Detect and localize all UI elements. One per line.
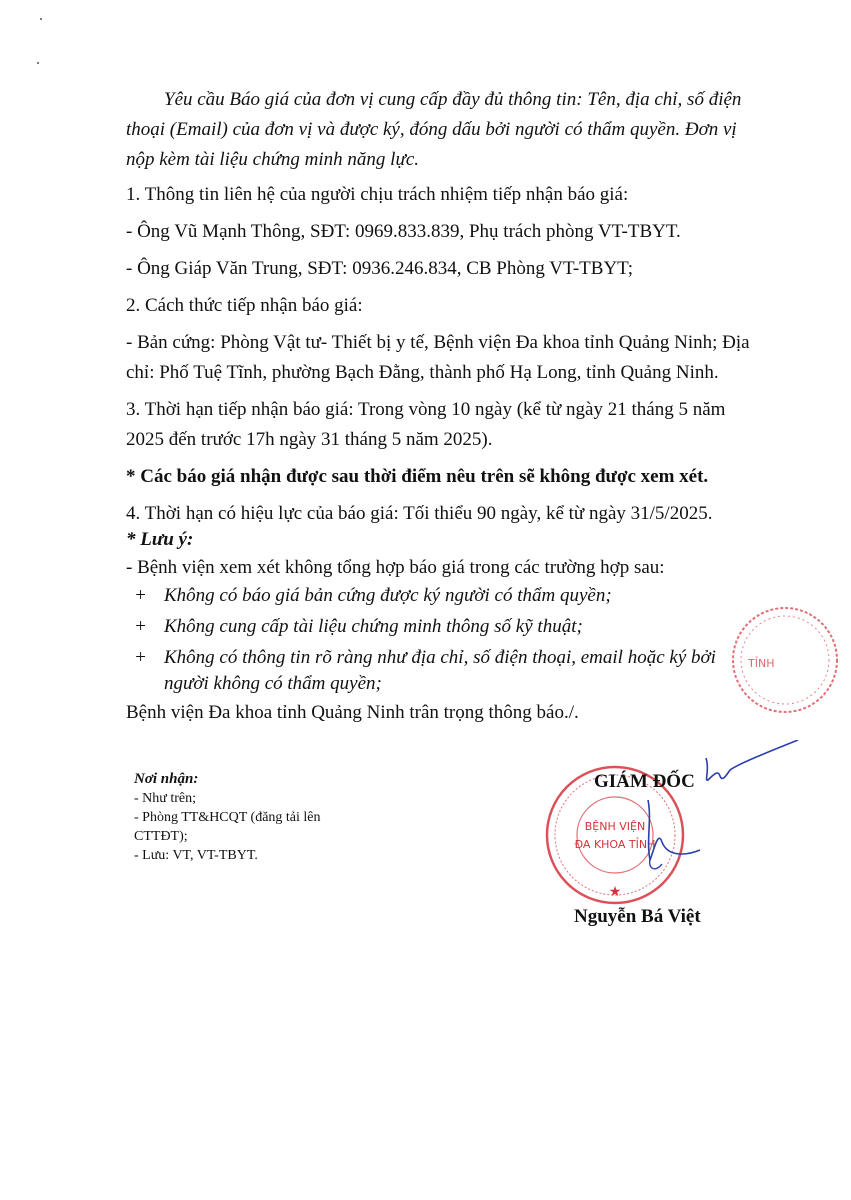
- seal-text-line-1: BỆNH VIỆN: [584, 820, 646, 833]
- note-item-1: Không có báo giá bản cứng được ký người có thẩm quyền;: [164, 585, 612, 606]
- bullet-marker: +: [134, 647, 147, 668]
- scan-speck: [40, 18, 42, 20]
- section4-line: 4. Thời hạn có hiệu lực của báo giá: Tối thiểu 90 ngày, kể từ ngày 31/5/2025.: [126, 503, 713, 524]
- contact-2: - Ông Giáp Văn Trung, SĐT: 0936.246.834, CB Phòng VT-TBYT;: [126, 258, 634, 279]
- seal-text-line-2: ĐA KHOA TỈNH: [574, 838, 656, 851]
- intro-line-2: thoại (Email) của đơn vị và được ký, đóng dấu bởi người có thẩm quyền. Đơn vị: [126, 119, 737, 140]
- recipient-2-line-2: CTTĐT);: [134, 829, 188, 844]
- note-item-3-line-1: Không có thông tin rõ ràng như địa chỉ, số điện thoại, email hoặc ký bởi: [164, 647, 716, 668]
- note-intro: - Bệnh viện xem xét không tổng hợp báo giá trong các trường hợp sau:: [126, 557, 665, 578]
- note-title: * Lưu ý:: [126, 529, 194, 550]
- handwritten-signature: [628, 740, 808, 890]
- partial-seal-text: TỈNH: [748, 657, 775, 670]
- section2-line-2: chỉ: Phố Tuệ Tĩnh, phường Bạch Đằng, thành phố Hạ Long, tỉnh Quảng Ninh.: [126, 362, 719, 383]
- section3-line-2: 2025 đến trước 17h ngày 31 tháng 5 năm 2025).: [126, 429, 493, 450]
- signature-title: GIÁM ĐỐC: [594, 771, 695, 792]
- bullet-marker: +: [134, 585, 147, 606]
- partial-seal-stamp: [730, 595, 840, 725]
- seal-star-icon: ★: [608, 884, 622, 900]
- recipient-1: - Như trên;: [134, 791, 197, 806]
- late-quote-warning: * Các báo giá nhận được sau thời điểm nêu trên sẽ không được xem xét.: [126, 466, 709, 487]
- recipients-title: Nơi nhận:: [134, 771, 199, 787]
- bullet-marker: +: [134, 616, 147, 637]
- note-item-3-line-2: người không có thẩm quyền;: [164, 673, 382, 694]
- section2-line-1: - Bản cứng: Phòng Vật tư- Thiết bị y tế, Bệnh viện Đa khoa tỉnh Quảng Ninh; Địa: [126, 332, 750, 353]
- intro-line-1: Yêu cầu Báo giá của đơn vị cung cấp đầy đủ thông tin: Tên, địa chỉ, số điện: [164, 89, 742, 110]
- recipient-2-line-1: - Phòng TT&HCQT (đăng tải lên: [134, 810, 321, 825]
- closing-statement: Bệnh viện Đa khoa tỉnh Quảng Ninh trân trọng thông báo./.: [126, 702, 579, 723]
- intro-line-3: nộp kèm tài liệu chứng minh năng lực.: [126, 149, 420, 170]
- note-item-2: Không cung cấp tài liệu chứng minh thông số kỹ thuật;: [164, 616, 583, 637]
- section2-heading: 2. Cách thức tiếp nhận báo giá:: [126, 295, 363, 316]
- scan-speck: [37, 62, 39, 64]
- section3-line-1: 3. Thời hạn tiếp nhận báo giá: Trong vòng 10 ngày (kể từ ngày 21 tháng 5 năm: [126, 399, 726, 420]
- section1-heading: 1. Thông tin liên hệ của người chịu trách nhiệm tiếp nhận báo giá:: [126, 184, 629, 205]
- signer-name: Nguyễn Bá Việt: [574, 906, 701, 927]
- contact-1: - Ông Vũ Mạnh Thông, SĐT: 0969.833.839, Phụ trách phòng VT-TBYT.: [126, 221, 681, 242]
- recipient-3: - Lưu: VT, VT-TBYT.: [134, 848, 258, 863]
